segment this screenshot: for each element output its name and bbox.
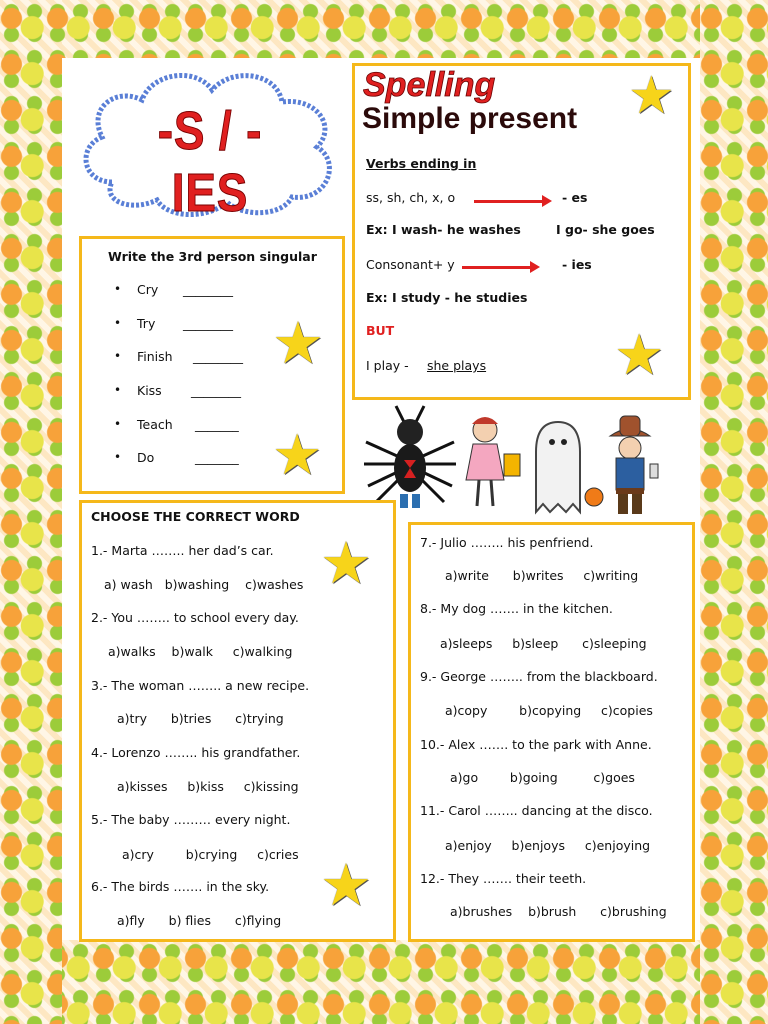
verb-word: Kiss: [137, 383, 162, 398]
play-left: I play -: [366, 358, 409, 373]
play-right: she plays: [427, 358, 487, 373]
question-7: 7.- Julio …….. his penfriend.: [420, 535, 594, 550]
question-6: 6.- The birds ……. in the sky.: [91, 879, 270, 894]
answer-blank: _______: [195, 417, 239, 432]
example1: Ex: I wash- he washes: [366, 222, 521, 237]
question-12: 12.- They ……. their teeth.: [420, 871, 587, 886]
question-2: 2.- You …….. to school every day.: [91, 610, 299, 625]
options-1: a) wash b)washing c)washes: [104, 577, 304, 592]
options-5: a)cry b)crying c)cries: [122, 847, 299, 862]
question-3: 3.- The woman …….. a new recipe.: [91, 678, 310, 693]
bullet: •: [114, 282, 122, 296]
bullet: •: [114, 349, 122, 363]
example2: Ex: I study - he studies: [366, 290, 528, 305]
cloud-title: -S / -IES: [157, 101, 263, 223]
options-9: a)copy b)copying c)copies: [445, 703, 653, 718]
verb-word: Cry: [137, 282, 159, 297]
rule1-left: ss, sh, ch, x, o: [366, 190, 456, 205]
decorative-border-left: [0, 0, 62, 1024]
red-arrow-icon: [462, 266, 532, 269]
options-7: a)write b)writes c)writing: [445, 568, 639, 583]
decorative-border-top: [0, 0, 768, 58]
question-4: 4.- Lorenzo …….. his grandfather.: [91, 745, 301, 760]
verb-word: Finish: [137, 349, 173, 364]
spelling-title: Spelling: [363, 66, 496, 104]
verbs-ending-label: Verbs ending in: [366, 156, 477, 171]
bullet: •: [114, 316, 122, 330]
options-12: a)brushes b)brush c)brushing: [450, 904, 667, 919]
answer-blank: ________: [183, 282, 233, 297]
verb-word: Do: [137, 450, 155, 465]
rule2-left: Consonant+ y: [366, 257, 455, 272]
question-11: 11.- Carol …….. dancing at the disco.: [420, 803, 653, 818]
verb-word: Teach: [137, 417, 173, 432]
question-1: 1.- Marta …….. her dad’s car.: [91, 543, 274, 558]
but-label: BUT: [366, 323, 395, 338]
example1b: I go- she goes: [556, 222, 655, 237]
decorative-border-bottom: [0, 940, 768, 1024]
verb-word: Try: [137, 316, 156, 331]
question-5: 5.- The baby ……… every night.: [91, 812, 291, 827]
options-6: a)fly b) flies c)flying: [117, 913, 282, 928]
star-icon: ★: [320, 851, 372, 919]
decorative-border-right: [700, 0, 768, 1024]
options-11: a)enjoy b)enjoys c)enjoying: [445, 838, 651, 853]
options-3: a)try b)tries c)trying: [117, 711, 284, 726]
star-icon: ★: [614, 323, 665, 388]
bullet: •: [114, 383, 122, 397]
answer-blank: ________: [183, 316, 233, 331]
star-icon: ★: [272, 309, 324, 377]
options-8: a)sleeps b)sleep c)sleeping: [440, 636, 647, 651]
rule1-right: - es: [562, 190, 588, 205]
star-icon: ★: [320, 529, 372, 597]
third-person-title: Write the 3rd person singular: [108, 249, 317, 264]
answer-blank: ________: [191, 383, 241, 398]
costume-characters-illustration: [358, 402, 678, 520]
question-8: 8.- My dog ……. in the kitchen.: [420, 601, 613, 616]
question-9: 9.- George …….. from the blackboard.: [420, 669, 658, 684]
spelling-subtitle: Simple present: [362, 102, 578, 135]
options-4: a)kisses b)kiss c)kissing: [117, 779, 299, 794]
star-icon: ★: [628, 66, 675, 126]
rule2-right: - ies: [562, 257, 592, 272]
answer-blank: _______: [195, 450, 239, 465]
options-2: a)walks b)walk c)walking: [108, 644, 293, 659]
answer-blank: ________: [193, 349, 243, 364]
bullet: •: [114, 417, 122, 431]
options-10: a)go b)going c)goes: [450, 770, 635, 785]
star-icon: ★: [272, 423, 323, 488]
bullet: •: [114, 450, 122, 464]
question-10: 10.- Alex ……. to the park with Anne.: [420, 737, 652, 752]
red-arrow-icon: [474, 200, 544, 203]
choose-title: CHOOSE THE CORRECT WORD: [91, 509, 300, 524]
